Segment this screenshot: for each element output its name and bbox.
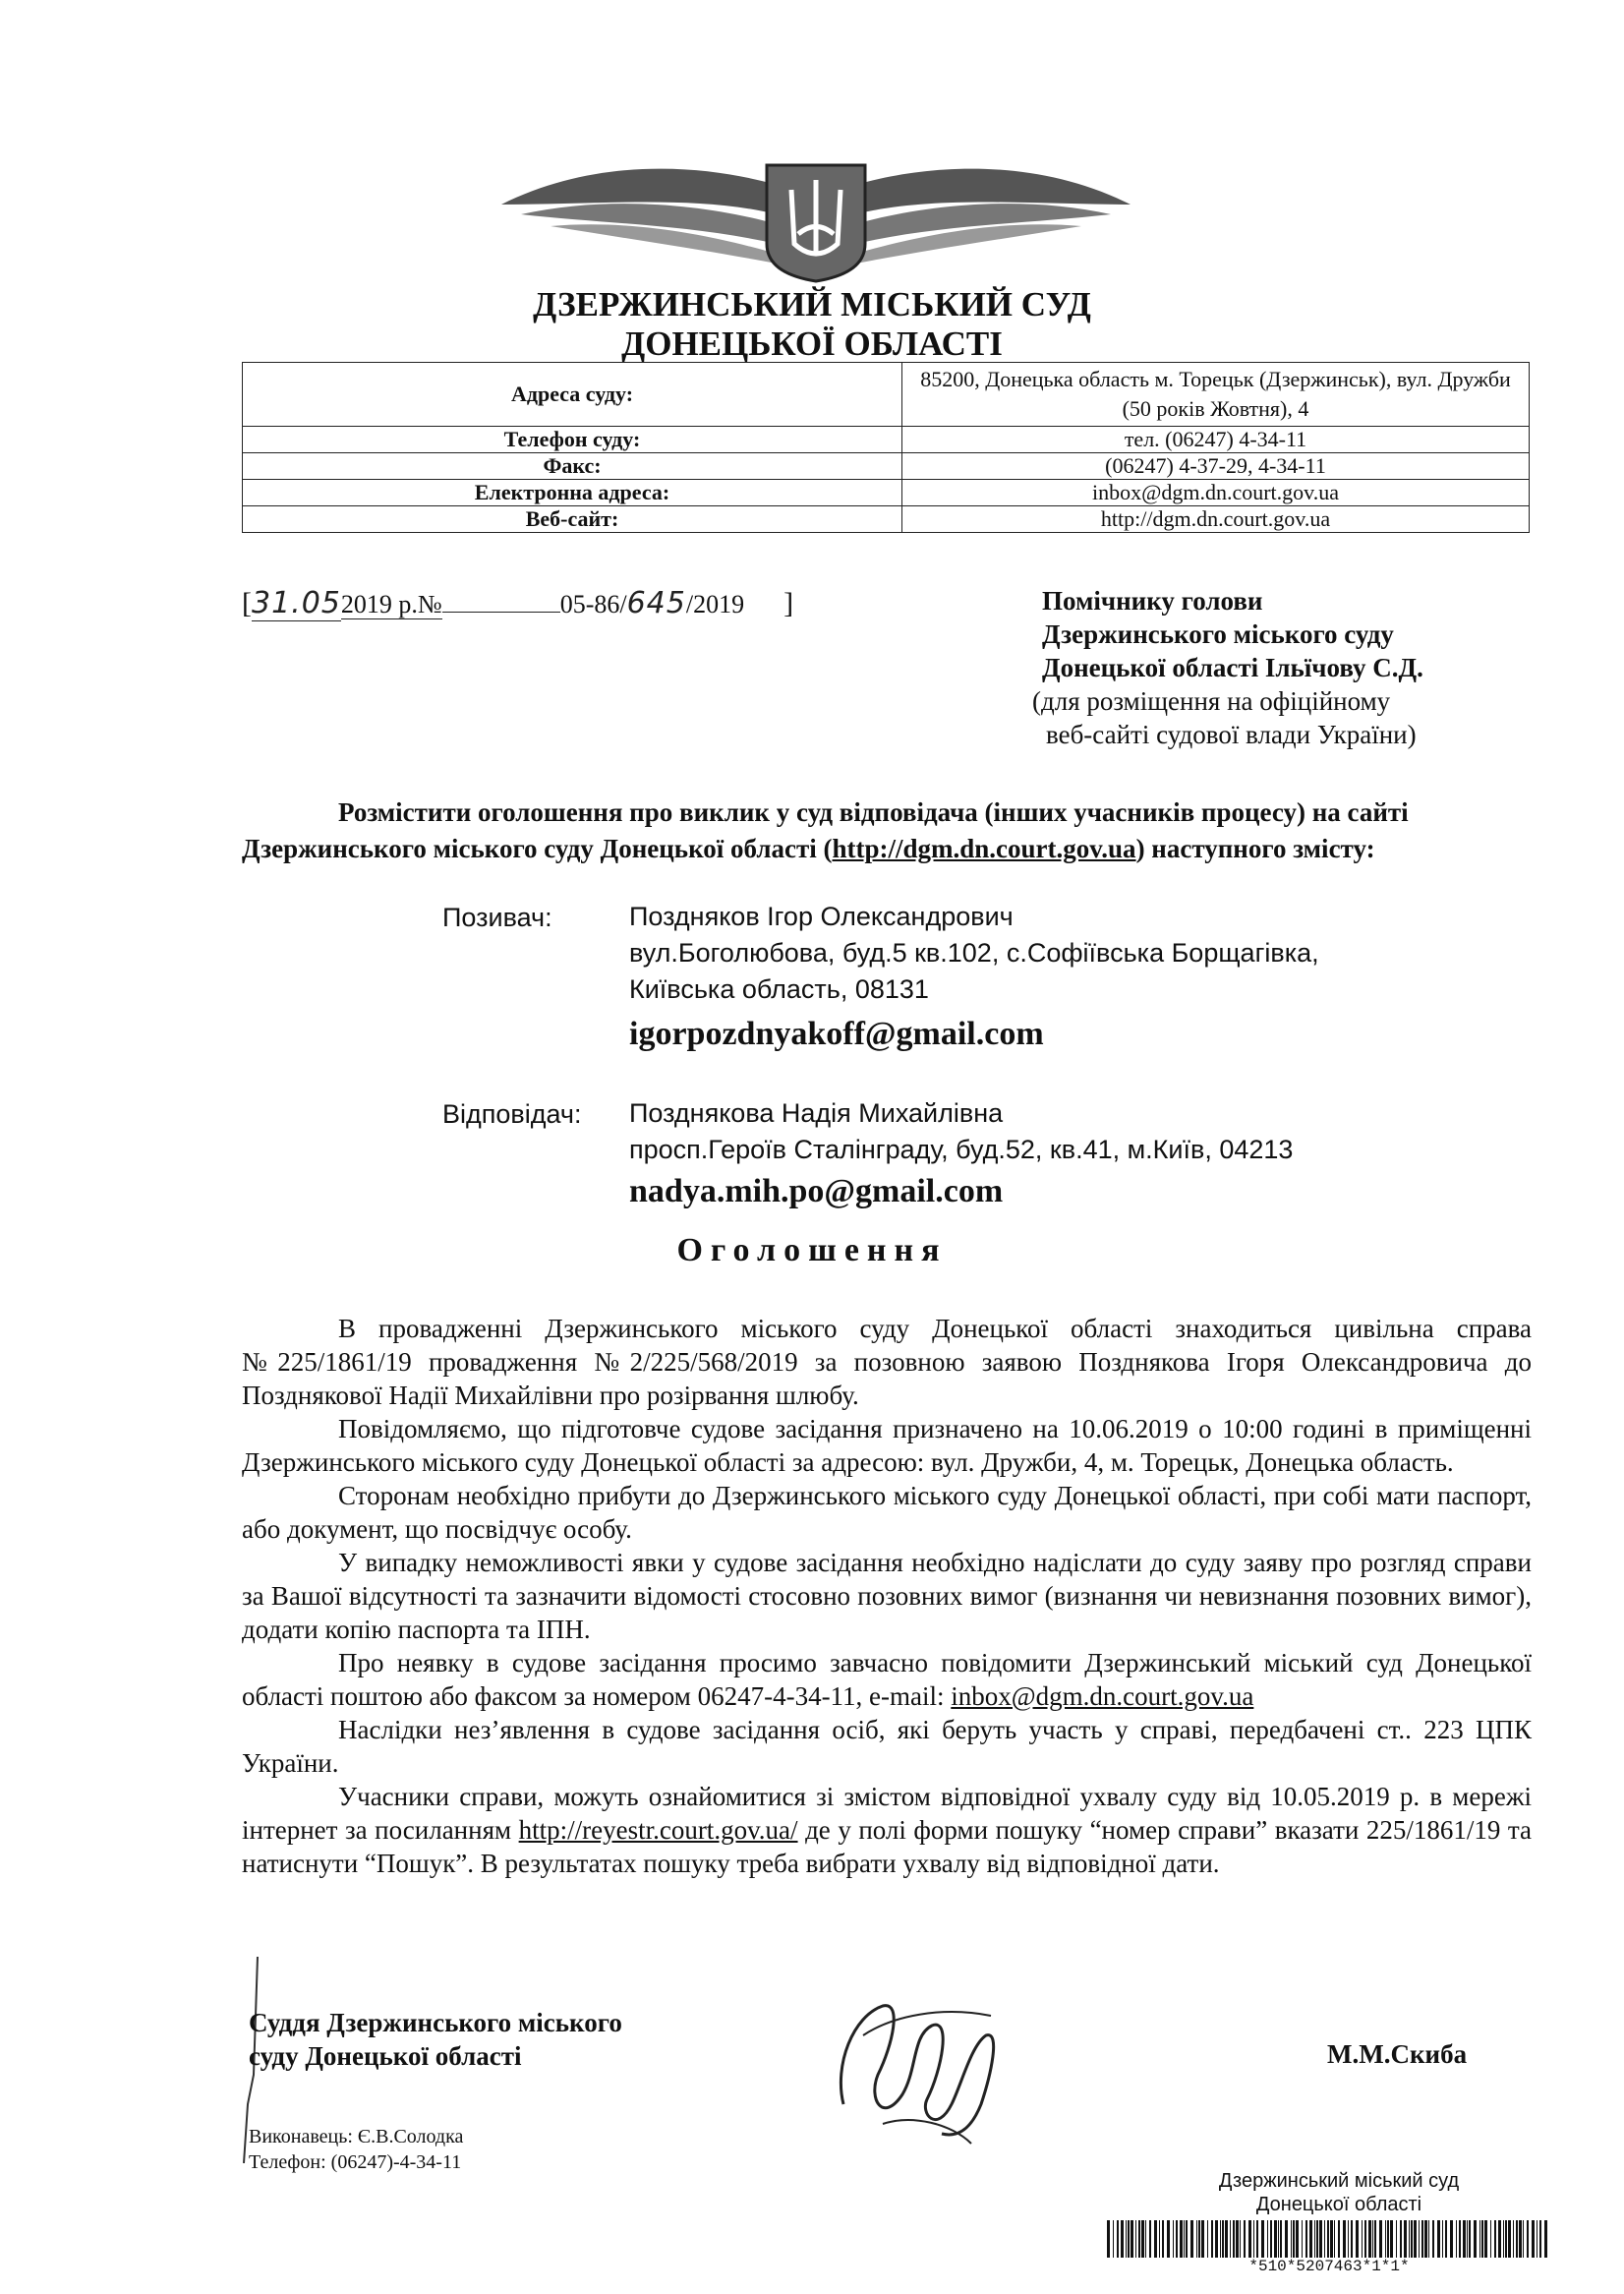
barcode-bar — [1505, 2220, 1507, 2258]
barcode-bar — [1411, 2220, 1413, 2258]
barcode-bar — [1372, 2220, 1373, 2258]
barcode-bar — [1481, 2220, 1483, 2258]
barcode-bar — [1469, 2220, 1471, 2258]
barcode-bar — [1117, 2220, 1119, 2258]
defendant-address1: просп.Героїв Сталінграду, буд.52, кв.41, м.Київ, 04213 — [629, 1135, 1294, 1164]
plaintiff-name: Поздняков Ігор Олександрович — [629, 902, 1014, 931]
handwritten-signature — [824, 1976, 1011, 2153]
request-line2 — [242, 831, 1530, 867]
court-name-line1: ДЗЕРЖИНСЬКИЙ МІСЬКИЙ СУД — [533, 285, 1091, 324]
barcode-bar — [1149, 2220, 1151, 2258]
plaintiff-address1: вул.Боголюбова, буд.5 кв.102, с.Софіївська Борщагівка, — [629, 938, 1319, 968]
barcode-bar — [1450, 2220, 1453, 2258]
barcode-bar — [1463, 2220, 1466, 2258]
notice-paragraph: У випадку неможливості явки у судове засідання необхідно надіслати до суду заяву про розгляд справи за Вашої відсутності та зазначити відомості стосовно позовних вимог (визнання чи невизнання позовних вимог), додати копію паспорта та ІПН. — [242, 1548, 1532, 1644]
barcode-bar — [1305, 2220, 1307, 2258]
barcode-bar — [1141, 2220, 1144, 2258]
addressee-line2: Дзержинського міського суду — [1042, 619, 1394, 649]
phone-label: Телефон суду: — [243, 427, 902, 453]
barcode-bar — [1302, 2220, 1303, 2258]
notice-paragraph — [242, 1780, 1532, 1880]
barcode-bar — [1173, 2220, 1174, 2258]
barcode-bar — [1215, 2220, 1218, 2258]
barcode-bar — [1428, 2220, 1429, 2258]
barcode-bar — [1159, 2220, 1160, 2258]
barcode-bar — [1494, 2220, 1496, 2258]
addressee-line5: веб-сайті судової влади України) — [1046, 720, 1417, 749]
barcode-bar — [1379, 2220, 1382, 2258]
number-suffix: /2019 — [685, 590, 745, 618]
barcode-bar — [1233, 2220, 1235, 2258]
barcode-bar — [1274, 2220, 1277, 2258]
barcode-bar — [1316, 2220, 1318, 2258]
barcode-bar — [1162, 2220, 1164, 2258]
stamp-line1: Дзержинський міський суд — [1218, 2170, 1460, 2192]
barcode-bar — [1513, 2220, 1514, 2258]
barcode-bar — [1364, 2220, 1366, 2258]
fax-label: Факс: — [243, 453, 902, 480]
bracket-close: ] — [783, 587, 794, 619]
handwritten-number: 645 — [626, 586, 686, 620]
table-row — [243, 427, 1530, 453]
barcode-bar — [1107, 2220, 1110, 2258]
barcode-bar — [1314, 2220, 1315, 2258]
barcode-bar — [1396, 2220, 1397, 2258]
notice-paragraph: Повідомляємо, що підготовче судове засідання призначено на 10.06.2019 о 10:00 годині в приміщенні Дзержинського міського суду Донецької області за адресою: вул. Дружби, 4, м. Торецьк, Донецька область. — [242, 1414, 1532, 1477]
notice-text: де у полі форми пошуку “номер справи” вказати 225/1861/19 та натиснути “Пошук”. В результатах пошуку треба вибрати ухвалу від відповідної дати. — [242, 1815, 1533, 1878]
bracket-open: [ — [242, 587, 252, 619]
barcode-bar — [1207, 2220, 1208, 2258]
trident-emblem-icon — [482, 136, 1150, 283]
notice-paragraph — [242, 1646, 1532, 1713]
barcode-bar — [1390, 2220, 1393, 2258]
registry-stamp — [1211, 2169, 1467, 2216]
barcode-bar — [1334, 2220, 1335, 2258]
barcode-bar — [1225, 2220, 1228, 2258]
barcode-bar — [1184, 2220, 1185, 2258]
barcode-bar — [1330, 2220, 1333, 2258]
barcode-bar — [1248, 2220, 1251, 2258]
website-value: http://dgm.dn.court.gov.ua — [902, 506, 1530, 533]
addressee-block — [1032, 584, 1423, 751]
request-text: Дзержинського міського суду Донецької області ( — [242, 834, 833, 863]
barcode-bar — [1291, 2220, 1292, 2258]
executor-name: Виконавець: Є.В.Солодка — [249, 2126, 464, 2147]
barcode-bar — [1201, 2220, 1204, 2258]
notice-title: Оголошення — [676, 1232, 948, 1268]
barcode-bar — [1324, 2220, 1325, 2258]
court-email-link[interactable]: inbox@dgm.dn.court.gov.ua — [951, 1681, 1254, 1711]
barcode-bar — [1516, 2220, 1518, 2258]
court-website-link[interactable]: http://dgm.dn.court.gov.ua — [832, 834, 1136, 863]
plaintiff-email: igorpozdnyakoff@gmail.com — [629, 1016, 1044, 1052]
barcode-bar — [1527, 2220, 1529, 2258]
barcode-bar — [1319, 2220, 1322, 2258]
barcode-bar — [1309, 2220, 1312, 2258]
executor-info — [249, 2124, 463, 2175]
table-row — [243, 453, 1530, 480]
barcode-bar — [1490, 2220, 1491, 2258]
notice-paragraph: Наслідки нез’явлення в судове засідання осіб, які беруть участь у справі, передбачені ст.. 223 ЦПК України. — [242, 1715, 1532, 1778]
website-label: Веб-сайт: — [243, 506, 902, 533]
barcode-bar — [1154, 2220, 1157, 2258]
barcode-bar — [1270, 2220, 1272, 2258]
barcode-bar — [1121, 2220, 1124, 2258]
barcode-bar — [1131, 2220, 1133, 2258]
phone-value: тел. (06247) 4-34-11 — [902, 427, 1530, 453]
address-value: 85200, Донецька область м. Торецьк (Дзержинськ), вул. Дружби (50 років Жовтня), 4 — [902, 363, 1530, 427]
barcode-bar — [1467, 2220, 1468, 2258]
barcode-bar — [1459, 2220, 1461, 2258]
barcode-bar — [1362, 2220, 1363, 2258]
barcode-bar — [1327, 2220, 1329, 2258]
judge-name: М.М.Скиба — [1327, 2039, 1468, 2069]
barcode-bar — [1180, 2220, 1183, 2258]
addressee-line4: (для розміщення на офіційному — [1032, 686, 1391, 716]
notice-text: Про неявку в судове засідання просимо завчасно повідомити Дзержинський міський суд Донецької області поштою або факсом за номером 06247-4-34-11, e-mail: — [242, 1648, 1532, 1711]
barcode-bar — [1508, 2220, 1511, 2258]
defendant-label: Відповідач: — [442, 1099, 582, 1129]
defendant-email: nadya.mih.po@gmail.com — [629, 1173, 1004, 1209]
barcode-bar — [1368, 2220, 1371, 2258]
barcode-bar — [1523, 2220, 1524, 2258]
barcode-bar — [1126, 2220, 1127, 2258]
barcode-bar — [1385, 2220, 1386, 2258]
barcode-bar — [1519, 2220, 1522, 2258]
barcode-bar — [1220, 2220, 1221, 2258]
barcode-bar — [1343, 2220, 1346, 2258]
barcode-bar — [1539, 2220, 1541, 2258]
barcode-bar — [1176, 2220, 1178, 2258]
barcode-bar — [1544, 2220, 1547, 2258]
barcode-bar — [1236, 2220, 1239, 2258]
barcode-bar — [1135, 2220, 1136, 2258]
barcode-bar — [1128, 2220, 1130, 2258]
executor-phone: Телефон: (06247)-4-34-11 — [249, 2151, 462, 2173]
barcode-bar — [1432, 2220, 1434, 2258]
barcode-bar — [1230, 2220, 1231, 2258]
barcode-bar — [1503, 2220, 1504, 2258]
barcode-bar — [1400, 2220, 1402, 2258]
barcode-bar — [1113, 2220, 1114, 2258]
outgoing-number — [242, 586, 793, 620]
barcode-bar — [1167, 2220, 1170, 2258]
plaintiff-block — [629, 899, 1319, 1008]
notice-body — [242, 1312, 1532, 1880]
stamp-line2: Донецької області — [1255, 2194, 1422, 2215]
barcode-bar — [1222, 2220, 1224, 2258]
barcode-bar — [1278, 2220, 1279, 2258]
table-row — [243, 480, 1530, 506]
barcode-bar — [1424, 2220, 1427, 2258]
barcode-icon — [1107, 2220, 1551, 2258]
email-label: Електронна адреса: — [243, 480, 902, 506]
judge-title-line2: суду Донецької області — [249, 2041, 522, 2071]
table-row — [243, 363, 1530, 427]
barcode-bar — [1409, 2220, 1410, 2258]
barcode-bar — [1280, 2220, 1282, 2258]
defendant-name: Позднякова Надія Михайлівна — [629, 1098, 1004, 1128]
addressee-line3: Донецької області Ільїчову С.Д. — [1042, 653, 1423, 682]
barcode-bar — [1387, 2220, 1389, 2258]
barcode-bar — [1198, 2220, 1200, 2258]
barcode-bar — [1296, 2220, 1299, 2258]
addressee-line1: Помічнику голови — [1042, 586, 1263, 616]
barcode-bar — [1414, 2220, 1417, 2258]
barcode-bar — [1348, 2220, 1349, 2258]
judge-title-line1: Суддя Дзержинського міського — [249, 2008, 622, 2037]
notice-paragraph: Сторонам необхідно прибути до Дзержинського міського суду Донецької області, при собі мати паспорт, або документ, що посвідчує особу. — [242, 1481, 1532, 1544]
barcode-bar — [1404, 2220, 1407, 2258]
barcode-bar — [1374, 2220, 1376, 2258]
barcode-bar — [1474, 2220, 1477, 2258]
barcode-bar — [1421, 2220, 1423, 2258]
email-value: inbox@dgm.dn.court.gov.ua — [902, 480, 1530, 506]
table-row — [243, 506, 1530, 533]
publication-request — [242, 794, 1530, 867]
judge-title — [249, 2006, 622, 2073]
request-line1: Розмістити оголошення про виклик у суд відповідача (інших учасників процесу) на сайті — [338, 797, 1409, 827]
barcode-bar — [1186, 2220, 1188, 2258]
court-info-table — [242, 362, 1530, 533]
address-label: Адреса суду: — [243, 363, 902, 427]
barcode-bar — [1456, 2220, 1457, 2258]
barcode-bar — [1484, 2220, 1487, 2258]
barcode-bar — [1256, 2220, 1258, 2258]
barcode-bar — [1442, 2220, 1443, 2258]
barcode-bar — [1267, 2220, 1268, 2258]
barcode-bar — [1437, 2220, 1440, 2258]
registry-link[interactable]: http://reyestr.court.gov.ua/ — [518, 1815, 798, 1845]
barcode-bar — [1253, 2220, 1254, 2258]
number-prefix: 05-86/ — [559, 590, 627, 618]
barcode-bar — [1196, 2220, 1197, 2258]
barcode-bar — [1419, 2220, 1420, 2258]
barcode-bar — [1211, 2220, 1213, 2258]
barcode-bar — [1145, 2220, 1146, 2258]
barcode-bar — [1293, 2220, 1295, 2258]
barcode-bar — [1498, 2220, 1501, 2258]
court-name-line2: ДОНЕЦЬКОЇ ОБЛАСТІ — [621, 324, 1003, 363]
date-year: 2019 р.№ — [340, 590, 442, 618]
fax-value: (06247) 4-37-29, 4-34-11 — [902, 453, 1530, 480]
barcode-bar — [1356, 2220, 1359, 2258]
barcode-bar — [1479, 2220, 1480, 2258]
notice-paragraph: В провадженні Дзержинського міського суду Донецької області знаходиться цивільна справа №225/1861/19 провадження №2/225/568/2019 за позовною заявою Позднякова Ігоря Олександровича до Позднякової Надії Михайлівни про розірвання шлюбу. — [242, 1314, 1532, 1410]
barcode-bar — [1244, 2220, 1246, 2258]
plaintiff-label: Позивач: — [442, 903, 552, 932]
barcode-number: *510*5207463*1*1* — [1248, 2258, 1410, 2275]
barcode-bar — [1190, 2220, 1193, 2258]
handwritten-date: 31.05 — [252, 586, 341, 620]
plaintiff-address2: Київська область, 08131 — [629, 974, 929, 1004]
barcode-bar — [1338, 2220, 1340, 2258]
barcode-bar — [1285, 2220, 1288, 2258]
barcode-bar — [1261, 2220, 1264, 2258]
request-text-end: ) наступного змісту: — [1135, 834, 1375, 863]
barcode-bar — [1138, 2220, 1140, 2258]
barcode-bar — [1351, 2220, 1353, 2258]
barcode-bar — [1240, 2220, 1241, 2258]
barcode-bar — [1532, 2220, 1535, 2258]
defendant-block — [629, 1095, 1293, 1168]
notice-text: Учасники справи, можуть ознайомитися зі змістом відповідної ухвалу суду від 10.05.2019 р. в мережі інтернет за посиланням — [242, 1782, 1532, 1845]
barcode-bar — [1445, 2220, 1447, 2258]
